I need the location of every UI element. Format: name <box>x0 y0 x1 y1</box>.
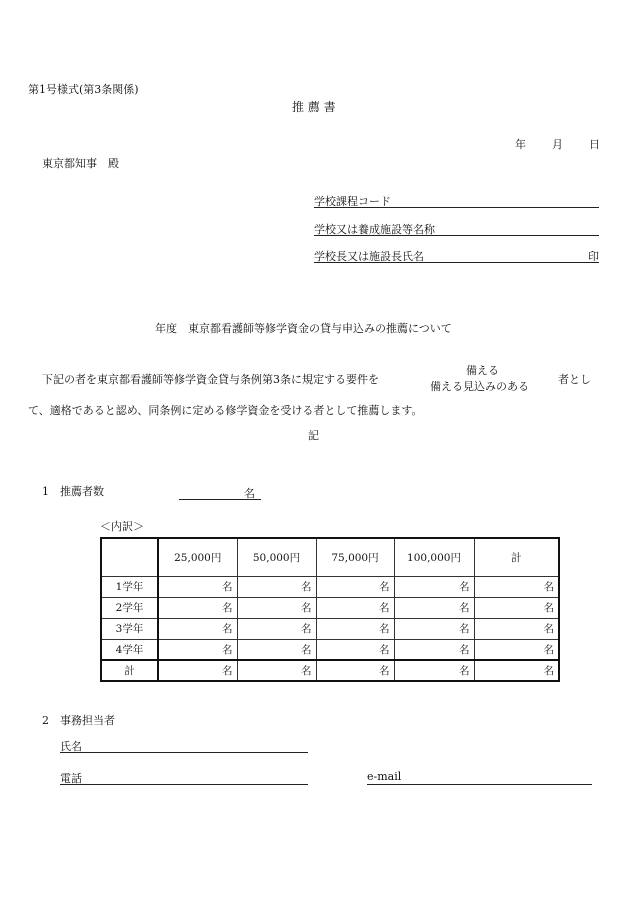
ki-heading: 記 <box>308 429 319 442</box>
body-line2: て、適格であると認め、同条例に定める修学資金を受ける者として推薦します。 <box>28 404 423 417</box>
body-line1-suffix: 者とし <box>558 373 591 386</box>
table-row <box>101 597 559 618</box>
header-blank <box>101 538 158 576</box>
contact-email-field[interactable] <box>367 770 592 785</box>
row-total-cell[interactable] <box>474 576 536 597</box>
date-day[interactable]: 日 <box>589 138 600 151</box>
school-code-field[interactable] <box>314 193 599 208</box>
count-cell[interactable]: 名 <box>316 576 394 597</box>
table-total-row <box>101 660 559 681</box>
breakdown-caption: ＜内訳＞ <box>100 520 144 533</box>
row-total-unit: 名 <box>536 576 559 597</box>
row-total-unit: 名 <box>536 618 559 639</box>
header-total: 計 <box>474 538 559 576</box>
count-cell[interactable]: 名 <box>316 597 394 618</box>
count-cell[interactable]: 名 <box>316 660 394 681</box>
row-total-unit: 名 <box>536 639 559 660</box>
breakdown-table <box>100 537 560 682</box>
count-cell[interactable]: 名 <box>158 639 237 660</box>
count-cell[interactable]: 名 <box>158 597 237 618</box>
count-cell[interactable]: 名 <box>237 660 316 681</box>
principal-name-label: 学校長又は施設長氏名 <box>314 250 424 263</box>
count-cell[interactable]: 名 <box>394 597 474 618</box>
contact-phone-label: 電話 <box>60 772 82 785</box>
count-cell[interactable]: 名 <box>158 660 237 681</box>
contact-name-label: 氏名 <box>60 740 82 753</box>
count-cell[interactable]: 名 <box>158 618 237 639</box>
recommended-count-field[interactable] <box>179 485 261 500</box>
count-cell[interactable]: 名 <box>158 576 237 597</box>
header-75000: 75,000円 <box>316 538 394 576</box>
table-row <box>101 576 559 597</box>
option-meets[interactable]: 備える <box>466 364 499 377</box>
date-year[interactable]: 年 <box>515 138 526 151</box>
count-cell[interactable]: 名 <box>394 576 474 597</box>
header-100000: 100,000円 <box>394 538 474 576</box>
date-month[interactable]: 月 <box>552 138 563 151</box>
form-number-label: 第1号様式(第3条関係) <box>28 83 139 96</box>
body-line1-prefix: 下記の者を東京都看護師等修学資金貸与条例第3条に規定する要件を <box>42 373 379 386</box>
subject-line: 年度 東京都看護師等修学資金の貸与申込みの推薦について <box>155 322 452 335</box>
count-cell[interactable]: 名 <box>237 597 316 618</box>
row-total-cell[interactable] <box>474 597 536 618</box>
school-code-label: 学校課程コード <box>314 195 391 208</box>
count-cell[interactable]: 名 <box>394 660 474 681</box>
total-row-label: 計 <box>101 660 158 681</box>
row-label: 1学年 <box>101 576 158 597</box>
row-total-cell[interactable] <box>474 618 536 639</box>
table-row <box>101 618 559 639</box>
count-cell[interactable]: 名 <box>394 639 474 660</box>
school-name-field[interactable] <box>314 221 599 236</box>
row-label: 3学年 <box>101 618 158 639</box>
grand-total-cell[interactable] <box>474 660 536 681</box>
row-label: 4学年 <box>101 639 158 660</box>
document-title: 推 薦 書 <box>292 100 336 114</box>
header-25000: 25,000円 <box>158 538 237 576</box>
contact-name-field[interactable] <box>60 738 308 753</box>
seal-mark: 印 <box>588 250 599 263</box>
contact-phone-field[interactable] <box>60 770 308 785</box>
addressee: 東京都知事 殿 <box>42 157 119 170</box>
header-50000: 50,000円 <box>237 538 316 576</box>
row-label: 2学年 <box>101 597 158 618</box>
count-cell[interactable]: 名 <box>237 639 316 660</box>
count-cell[interactable]: 名 <box>316 639 394 660</box>
table-header-row <box>101 538 559 576</box>
recommended-count-unit: 名 <box>244 487 255 500</box>
contact-email-label: e-mail <box>367 770 402 783</box>
contact-section-label: 2 事務担当者 <box>42 714 115 727</box>
count-cell[interactable]: 名 <box>237 576 316 597</box>
row-total-cell[interactable] <box>474 639 536 660</box>
principal-name-field[interactable] <box>314 248 599 263</box>
grand-total-unit: 名 <box>536 660 559 681</box>
table-row <box>101 639 559 660</box>
row-total-unit: 名 <box>536 597 559 618</box>
count-cell[interactable]: 名 <box>237 618 316 639</box>
count-cell[interactable]: 名 <box>394 618 474 639</box>
recommended-count-label: 1 推薦者数 <box>42 485 104 498</box>
school-name-label: 学校又は養成施設等名称 <box>314 223 435 236</box>
option-expected-to-meet[interactable]: 備える見込みのある <box>430 380 529 393</box>
count-cell[interactable]: 名 <box>316 618 394 639</box>
